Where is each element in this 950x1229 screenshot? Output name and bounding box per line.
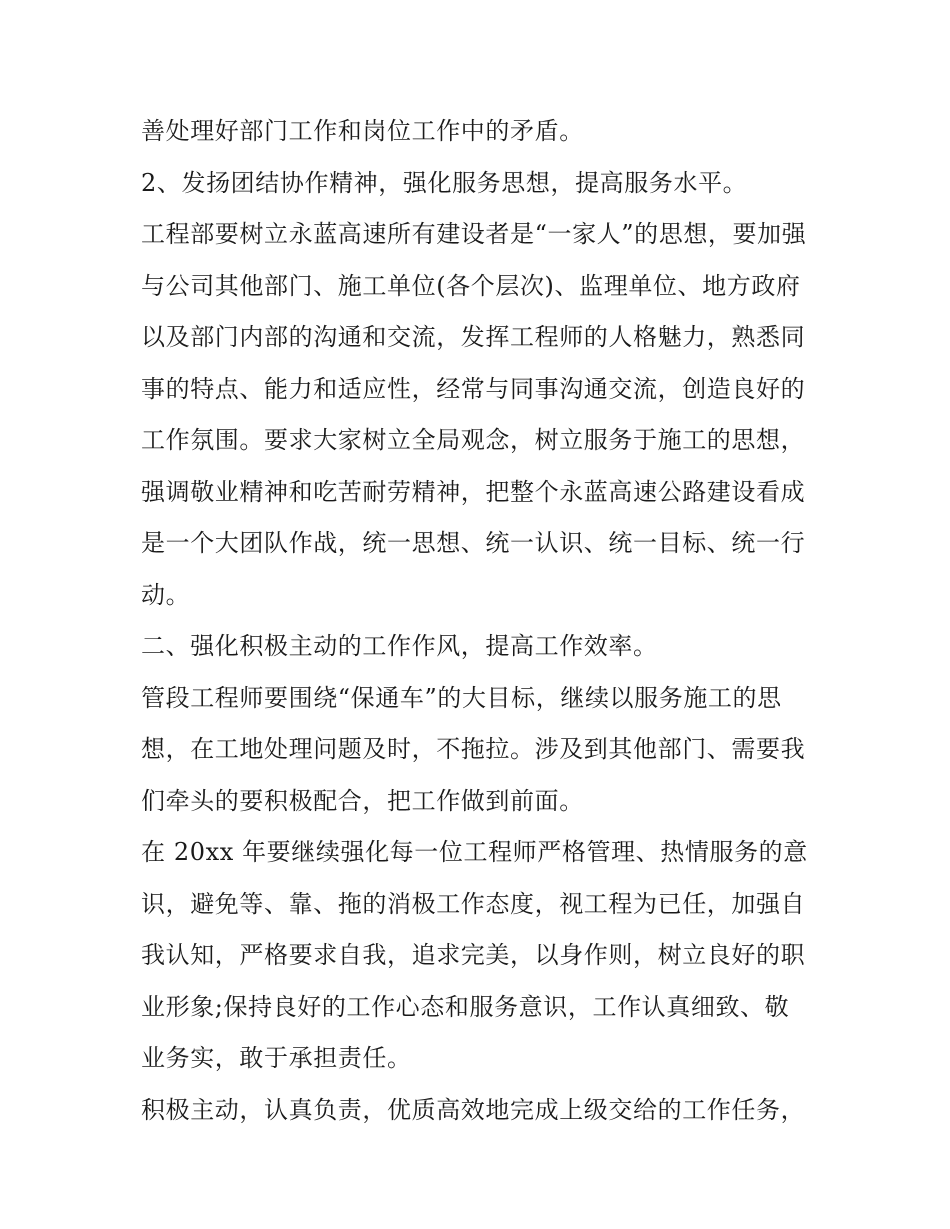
text-line: 事的特点、能力和适应性，经常与同事沟通交流，创造良好的 [141,374,806,403]
text-line: 以及部门内部的沟通和交流，发挥工程师的人格魅力，熟悉同 [141,323,806,351]
text-line: 管段工程师要围绕“保通车”的大目标，继续以服务施工的思 [141,683,782,712]
body-text [141,106,813,1136]
text-line: 我认知，严格要求自我，追求完美，以身作则，树立良好的职 [141,941,806,969]
text-line: 动。 [141,580,191,609]
text-line: 强调敬业精神和吃苦耐劳精神，把整个永蓝高速公路建设看成 [141,477,806,506]
text-line: 想，在工地处理问题及时，不拖拉。涉及到其他部门、需要我 [141,735,806,763]
text-line: 二、强化积极主动的工作作风，提高工作效率。 [141,632,658,660]
text-line: 工作氛围。要求大家树立全局观念，树立服务于施工的思想， [141,426,806,454]
text-line: 识，避免等、靠、拖的消极工作态度，视工程为已任，加强自 [141,889,806,918]
text-line: 2、发扬团结协作精神，强化服务思想，提高服务水平。 [141,168,748,197]
text-line: 业形象;保持良好的工作心态和服务意识，工作认真细致、敬 [141,992,790,1021]
text-line: 工程部要树立永蓝高速所有建设者是“一家人”的思想，要加强 [141,220,807,248]
text-line: 业务实，敢于承担责任。 [141,1044,412,1072]
text-line: 们牵头的要积极配合，把工作做到前面。 [141,786,584,815]
text-line: 在 20xx 年要继续强化每一位工程师严格管理、热情服务的意 [141,838,808,866]
text-line: 与公司其他部门、施工单位(各个层次)、监理单位、地方政府 [141,271,801,300]
text-line: 是一个大团队作战，统一思想、统一认识、统一目标、统一行 [141,529,806,557]
text-line: 积极主动，认真负责，优质高效地完成上级交给的工作任务， [141,1095,806,1124]
text-line: 善处理好部门工作和岗位工作中的矛盾。 [141,117,584,145]
